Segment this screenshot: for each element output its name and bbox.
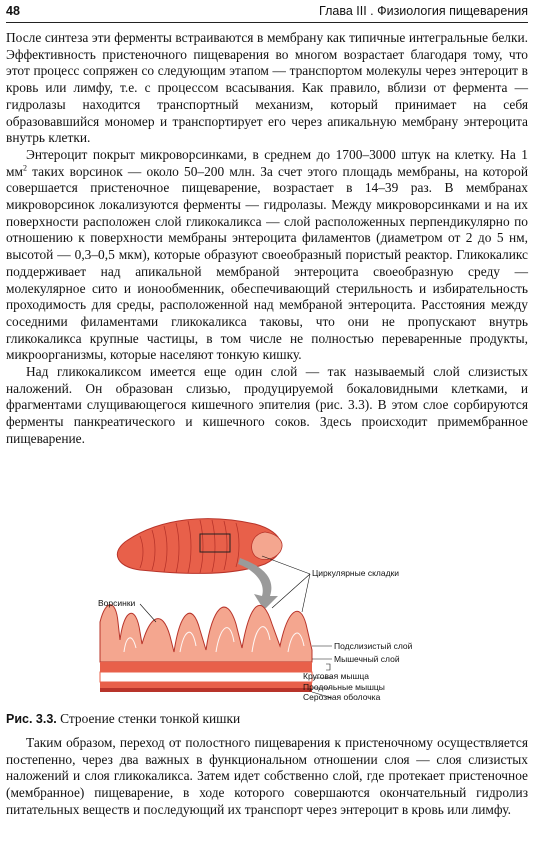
paragraph-2-part-a: Энтероцит покрыт микроворсинками, в среднем до 1700–3000 штук на клетку. На 1 мм xyxy=(6,146,528,179)
paragraph-2 xyxy=(6,147,528,364)
superscript: 2 xyxy=(22,163,27,173)
paragraph-4: Таким образом, переход от полостного пищеварения к пристеночному осуществляется постепенно, через два важных в функциональном отношении слоя — слоя слизистых наложений и слоя гликокаликса. Затем идет собственно слой, где протекает пристеночное (мембранное) пищеварение, в ходе которого совершаются окончательный гидролиз питательных веществ и последующий их транспорт через энтероцит в кровь или лимфу. xyxy=(6,735,528,817)
page-number: 48 xyxy=(6,4,20,18)
page-header xyxy=(6,2,528,23)
paragraph-1: После синтеза эти ферменты встраиваются в мембрану как типичные интегральные белки. Эффективность пристеночного пищеварения во многом возрастает благодаря тому, что этот процесс сопряжен со следующим этапом — транспортом молекулы через энтероцит в кровь или лимфу, т.е. с процессом всасывания. Как правило, вблизи от фермента — гидролазы находится транспортный механизм, который принимает на себя образовавшийся мономер и транспортирует его через апикальную мембрану энтероцита внутрь клетки. xyxy=(6,30,528,146)
caption-label: Рис. 3.3. xyxy=(6,712,57,726)
label-submucosa: Подслизистый слой xyxy=(334,641,413,651)
wall-section xyxy=(100,605,312,692)
label-circular-muscle: Круговая мышца xyxy=(303,671,369,681)
figure-caption xyxy=(6,711,240,727)
intestine-tube xyxy=(117,519,282,574)
paragraph-2-part-b: таких ворсинок — около 50–200 млн. За счет этого площадь мембраны, на которой совершается пристеночное пищеварение, возрастает в 14–39 раз. В мембранах микроворсинок локализуются ферменты — гидролазы. Между микроворсинками и на их поверхности расположен слой гликокаликса — слой расположенных перпендикулярно по отношению к поверхности мембраны энтероцита филаментов (диаметром от 2 до 5 нм, высотой — 0,3–0,5 мкм), которые образуют своеобразный пористый реактор. Гликокаликс поддерживает над апикальной мембраной энтероцита своеобразную среду — молекулярное сито и ионообменник, обеспечивающий стерильность и избирательность проходимость для среды, расположенной над мембраной энтероцита. Расстояния между соседними филаментами гликокаликса таковы, что они не пропускают внутрь гликокаликса крупные частицы, в том числе не полностью переваренные продукты, микроорганизмы, которые населяют тонкую кишку. xyxy=(6,163,528,363)
intestine-illustration xyxy=(40,512,470,712)
body-text-bottom xyxy=(6,735,528,819)
chapter-title: Глава III . Физиология пищеварения xyxy=(319,4,528,18)
label-longitudinal-muscle: Продольные мышцы xyxy=(303,682,385,692)
body-text-top xyxy=(6,30,528,448)
label-circular-folds: Циркулярные складки xyxy=(312,568,400,578)
figure-intestine-wall xyxy=(40,512,470,712)
label-villi: Ворсинки xyxy=(98,598,136,608)
label-muscle-layer: Мышечный слой xyxy=(334,654,400,664)
label-serosa: Серозная оболочка xyxy=(303,692,381,702)
caption-text: Строение стенки тонкой кишки xyxy=(56,711,241,726)
muscle-bracket xyxy=(326,664,330,670)
paragraph-3: Над гликокаликсом имеется еще один слой — так называемый слой слизистых наложений. Он образован слизью, продуцируемой бокаловидными клетками, и фрагментами слущивающегося кишечного эпителия (рис. 3.3). В этом слое сорбируются ферменты панкреатического и кишечного соков. Здесь происходит примембранное пищеварение. xyxy=(6,364,528,446)
